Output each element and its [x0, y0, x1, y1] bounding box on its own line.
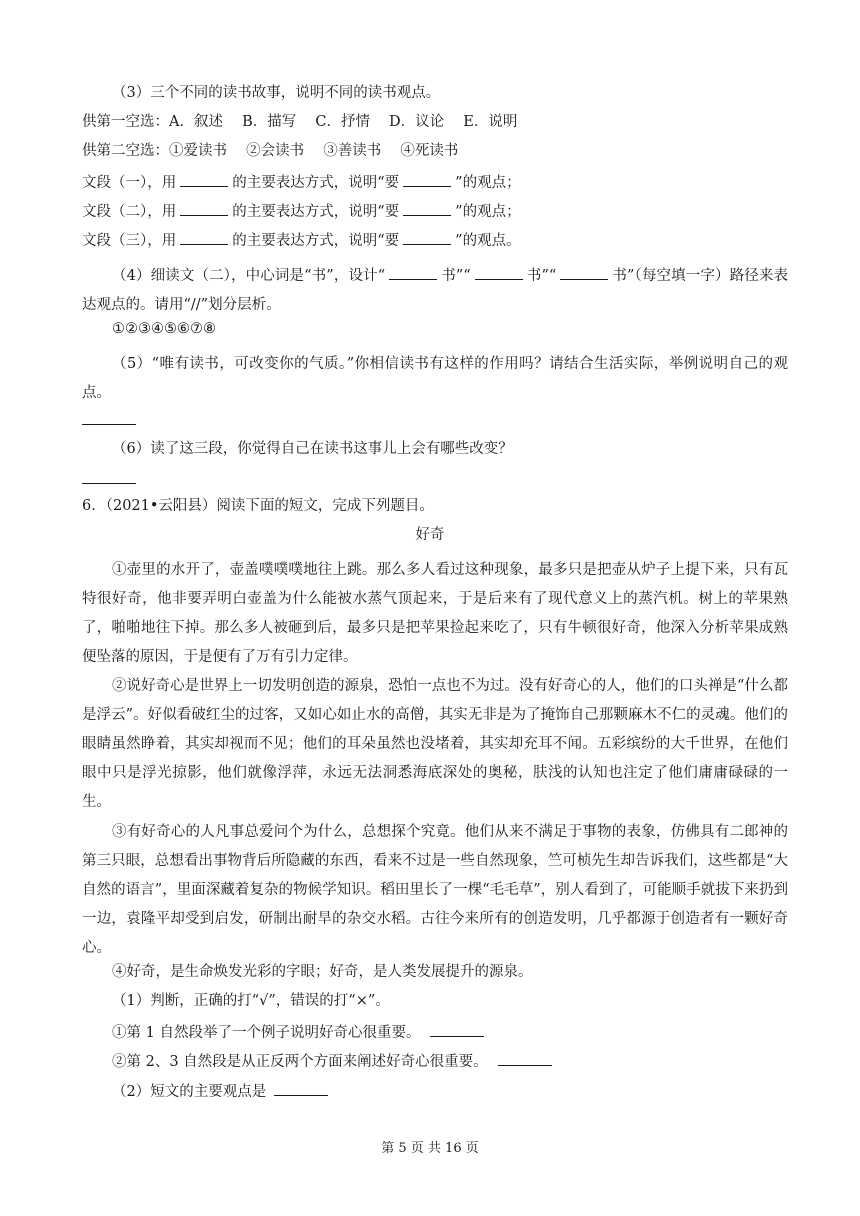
q5-item6: （6）读了这三段，你觉得自己在读书这事儿上会有哪些改变？: [112, 441, 513, 457]
q5-para3-label: 文段（三），用: [82, 233, 177, 249]
q5-para1-line: [82, 172, 788, 192]
q6-sub1-b: ②第 2、3 自然段是从正反两个方面来阐述好奇心很重要。: [112, 1054, 488, 1070]
q5-para1-end: ”的观点；: [455, 175, 521, 191]
answer-blank[interactable]: [560, 265, 608, 280]
q5-para2-end: ”的观点；: [455, 204, 521, 220]
q5-item4-c: 书”“: [526, 268, 557, 284]
q6-sub2-line: [112, 1081, 788, 1101]
q5-item4-b: 书”“: [441, 268, 471, 284]
q6-header: 6．（2021•云阳县）阅读下面的短文，完成下列题目。: [82, 498, 434, 514]
q5-para2-label: 文段（二），用: [82, 204, 177, 220]
q6-sub1-a-line: [112, 1022, 788, 1042]
q5-item4-a: （4）细读文（二），中心词是“书”，设计“: [112, 268, 386, 284]
q5-item5: （5）“唯有读书，可改变你的气质。”你相信读书有这样的作用吗？请结合生活实际，举例说明自己的观点。: [82, 356, 788, 401]
answer-blank[interactable]: [274, 1081, 328, 1096]
q5-para2-line: [82, 201, 788, 221]
answer-blank[interactable]: [180, 172, 228, 187]
answer-blank[interactable]: [430, 1022, 484, 1037]
answer-blank[interactable]: [180, 201, 228, 216]
q5-para3-end: ”的观点。: [455, 233, 521, 249]
q5-para3-line: [82, 230, 788, 250]
circled-numbers: ①②③④⑤⑥⑦⑧: [112, 321, 216, 337]
answer-blank[interactable]: [389, 265, 437, 280]
answer-blank[interactable]: [403, 201, 451, 216]
q5-para1-mid: 的主要表达方式，说明“要: [232, 175, 400, 191]
answer-line[interactable]: [82, 424, 136, 425]
q5-options-first-blank: 供第一空选：A．叙述 B．描写 C．抒情 D．议论 E．说明: [82, 114, 518, 130]
passage-title: 好奇: [415, 527, 445, 543]
q5-item4: [82, 262, 788, 320]
q5-item4-d: 书”（每空填一字）路径来表达观点的。请用“//”划分层析。: [82, 268, 789, 313]
q5-item3: （3）三个不同的读书故事，说明不同的读书观点。: [112, 85, 441, 101]
q5-options-second-blank: 供第二空选：①爱读书 ②会读书 ③善读书 ④死读书: [82, 143, 459, 159]
passage-paragraph-2: ②说好奇心是世界上一切发明创造的源泉，恐怕一点也不为过。没有好奇心的人，他们的口头禅是“什么都是浮云”。好似看破红尘的过客，又如心如止水的高僧，其实无非是为了掩饰自己那颗麻木不仁的灵魂。他们的眼睛虽然睁着，其实却视而不见；他们的耳朵虽然也没堵着，其实却充耳不闻。五彩缤纷的大千世界，在他们眼中只是浮光掠影，他们就像浮萍，永远无法洞悉海底深处的奥秘，肤浅的认知也注定了他们庸庸碌碌的一生。: [82, 678, 788, 810]
q6-sub1-a: ①第 1 自然段举了一个例子说明好奇心很重要。: [112, 1025, 421, 1041]
answer-blank[interactable]: [498, 1051, 552, 1066]
q6-sub2: （2）短文的主要观点是: [112, 1084, 267, 1100]
answer-blank[interactable]: [475, 265, 523, 280]
q5-para2-mid: 的主要表达方式，说明“要: [232, 204, 400, 220]
q6-sub1-b-line: [112, 1051, 788, 1071]
q5-para3-mid: 的主要表达方式，说明“要: [232, 233, 400, 249]
answer-blank[interactable]: [403, 230, 451, 245]
page-footer: 第 5 页 共 16 页: [381, 1141, 479, 1156]
answer-blank[interactable]: [180, 230, 228, 245]
answer-line[interactable]: [82, 483, 136, 484]
q6-sub1: （1）判断，正确的打“√”，错误的打“×”。: [112, 993, 390, 1009]
q5-para1-label: 文段（一），用: [82, 175, 177, 191]
passage-paragraph-4: ④好奇，是生命焕发光彩的字眼；好奇，是人类发展提升的源泉。: [112, 964, 533, 980]
passage-paragraph-3: ③有好奇心的人凡事总爱问个为什么，总想探个究竟。他们从来不满足于事物的表象，仿佛具有二郎神的第三只眼，总想看出事物背后所隐藏的东西，看来不过是一些自然现象，竺可桢先生却告诉我们，这些都是“大自然的语言”，里面深藏着复杂的物候学知识。稻田里长了一棵“毛毛草”，别人看到了，可能顺手就拔下来扔到一边，袁隆平却受到启发，研制出耐旱的杂交水稻。古往今来所有的创造发明，几乎都源于创造者有一颗好奇心。: [82, 824, 788, 956]
passage-paragraph-1: ①壶里的水开了，壶盖噗噗噗地往上跳。那么多人看过这种现象，最多只是把壶从炉子上提下来，只有瓦特很好奇，他非要弄明白壶盖为什么能被水蒸气顶起来，于是后来有了现代意义上的蒸汽机。树上的苹果熟了，啪啪地往下掉。那么多人被砸到后，最多只是把苹果捡起来吃了，只有牛顿很好奇，他深入分析苹果成熟便坠落的原因，于是便有了万有引力定律。: [82, 562, 788, 665]
answer-blank[interactable]: [403, 172, 451, 187]
